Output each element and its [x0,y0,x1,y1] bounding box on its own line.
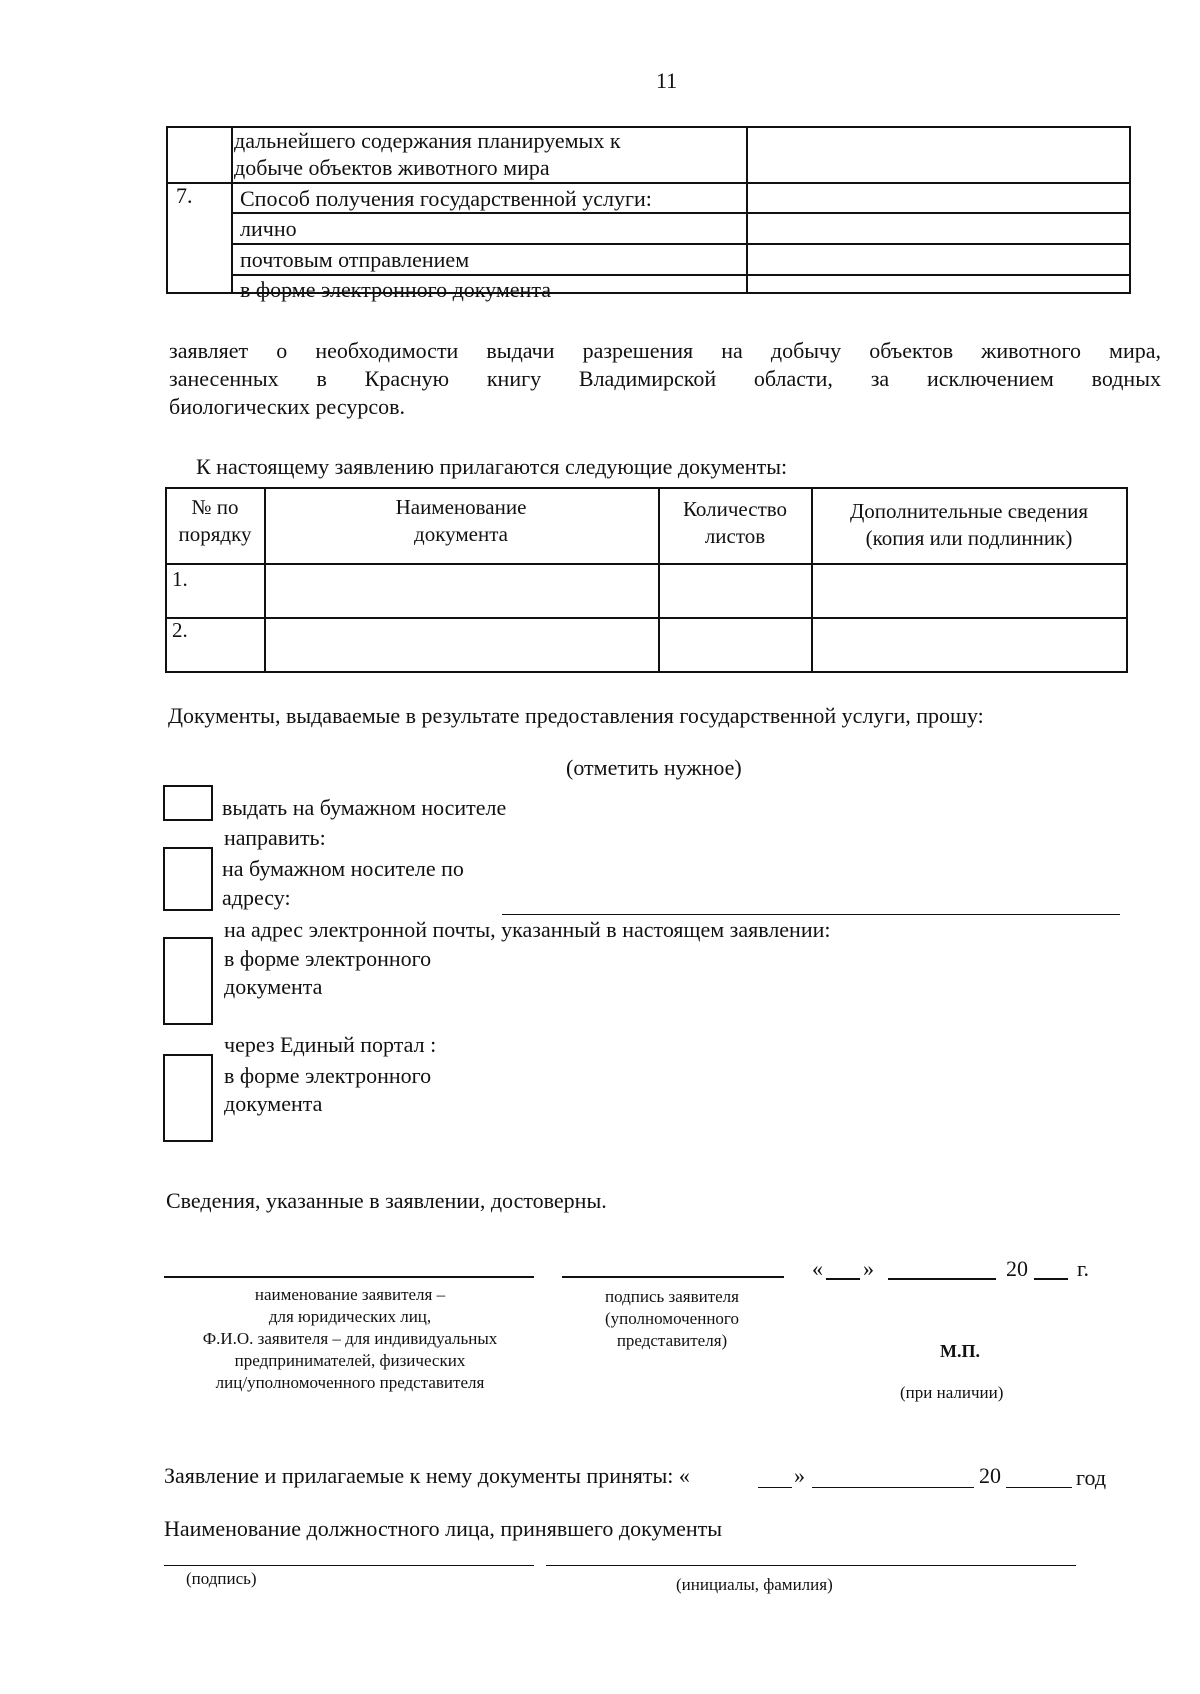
statement-line-1: заявляет о необходимости выдачи разрешения на добычу объектов животного мира, [169,338,1161,363]
option-mail-line-2: адресу: [222,885,291,910]
option-portal-line-2: документа [224,1091,323,1116]
date-day-line[interactable] [826,1278,860,1280]
option-in-person: лично [240,216,297,241]
acceptance-year-line[interactable] [1006,1487,1072,1488]
portal-label: через Единый портал : [224,1032,437,1057]
checkbox-portal[interactable] [163,1054,213,1142]
seal-note: (при наличии) [900,1383,1004,1402]
acceptance-year-suffix: год [1076,1465,1107,1490]
attachments-intro: К настоящему заявлению прилагаются следующие документы: [196,454,788,479]
official-label: Наименование должностного лица, принявшего документы [164,1516,723,1541]
column-header-sheet-count: Количество листов [682,497,788,548]
option-email-line-2: документа [224,974,323,999]
acceptance-month-line[interactable] [812,1487,974,1488]
applicant-name-line[interactable] [164,1276,534,1278]
statement-line-3: биологических ресурсов. [169,394,405,419]
table-cell-text: добыче объектов животного мира [234,155,550,180]
checkbox-mail[interactable] [163,847,213,911]
checkbox-paper[interactable] [163,785,213,821]
year-prefix: 20 [1006,1256,1028,1281]
address-field[interactable] [502,914,1120,915]
column-header-document-name: Наименование документа [395,495,527,546]
delivery-hint: (отметить нужное) [566,755,742,780]
year-suffix: г. [1077,1256,1090,1281]
acceptance-label: Заявление и прилагаемые к нему документы приняты: « [164,1463,690,1488]
date-month-line[interactable] [888,1278,996,1280]
option-portal-line-1: в форме электронного [224,1063,432,1088]
column-header-number: № по порядку [178,495,252,546]
official-name-line[interactable] [546,1565,1076,1566]
date-year-line[interactable] [1034,1278,1068,1280]
seal-mark: М.П. [940,1341,980,1361]
signature-caption: подпись заявителя (уполномоченного представителя) [605,1287,739,1350]
row-number: 7. [176,183,193,208]
acceptance-close-quote: » [794,1463,805,1488]
table-row-number: 2. [172,618,188,642]
option-email-line-1: в форме электронного [224,946,432,971]
date-close-quote: » [863,1256,874,1281]
official-name-caption: (инициалы, фамилия) [676,1575,833,1594]
acceptance-day-line[interactable] [758,1487,792,1488]
truth-statement: Сведения, указанные в заявлении, достоверны. [166,1188,607,1213]
send-label: направить: [224,825,326,850]
official-signature-caption: (подпись) [186,1569,257,1588]
column-header-additional-info: Дополнительные сведения (копия или подлинник) [849,499,1088,550]
email-label: на адрес электронной почты, указанный в настоящем заявлении: [224,917,831,942]
checkbox-email[interactable] [163,937,213,1025]
option-by-mail: почтовым отправлением [240,247,470,272]
acceptance-year-prefix: 20 [979,1463,1001,1488]
delivery-intro: Документы, выдаваемые в результате предоставления государственной услуги, прошу: [168,703,984,728]
row-title: Способ получения государственной услуги: [240,186,652,211]
table-cell-text: дальнейшего содержания планируемых к [234,128,621,153]
option-mail-line-1: на бумажном носителе по [222,856,464,881]
date-open-quote: « [812,1256,823,1281]
statement-line-2: занесенных в Красную книгу Владимирской области, за исключением водных [169,366,1161,391]
applicant-signature-line[interactable] [562,1276,784,1278]
official-signature-line[interactable] [164,1565,534,1566]
table-row-number: 1. [172,567,188,591]
page-number: 11 [656,68,678,93]
applicant-caption: наименование заявителя – для юридических лиц, Ф.И.О. заявителя – для индивидуальных предпринимателей, физических лиц/уполномоченного представителя [202,1285,498,1392]
option-electronic: в форме электронного документа [240,277,551,302]
option-paper-label: выдать на бумажном носителе [222,795,507,820]
